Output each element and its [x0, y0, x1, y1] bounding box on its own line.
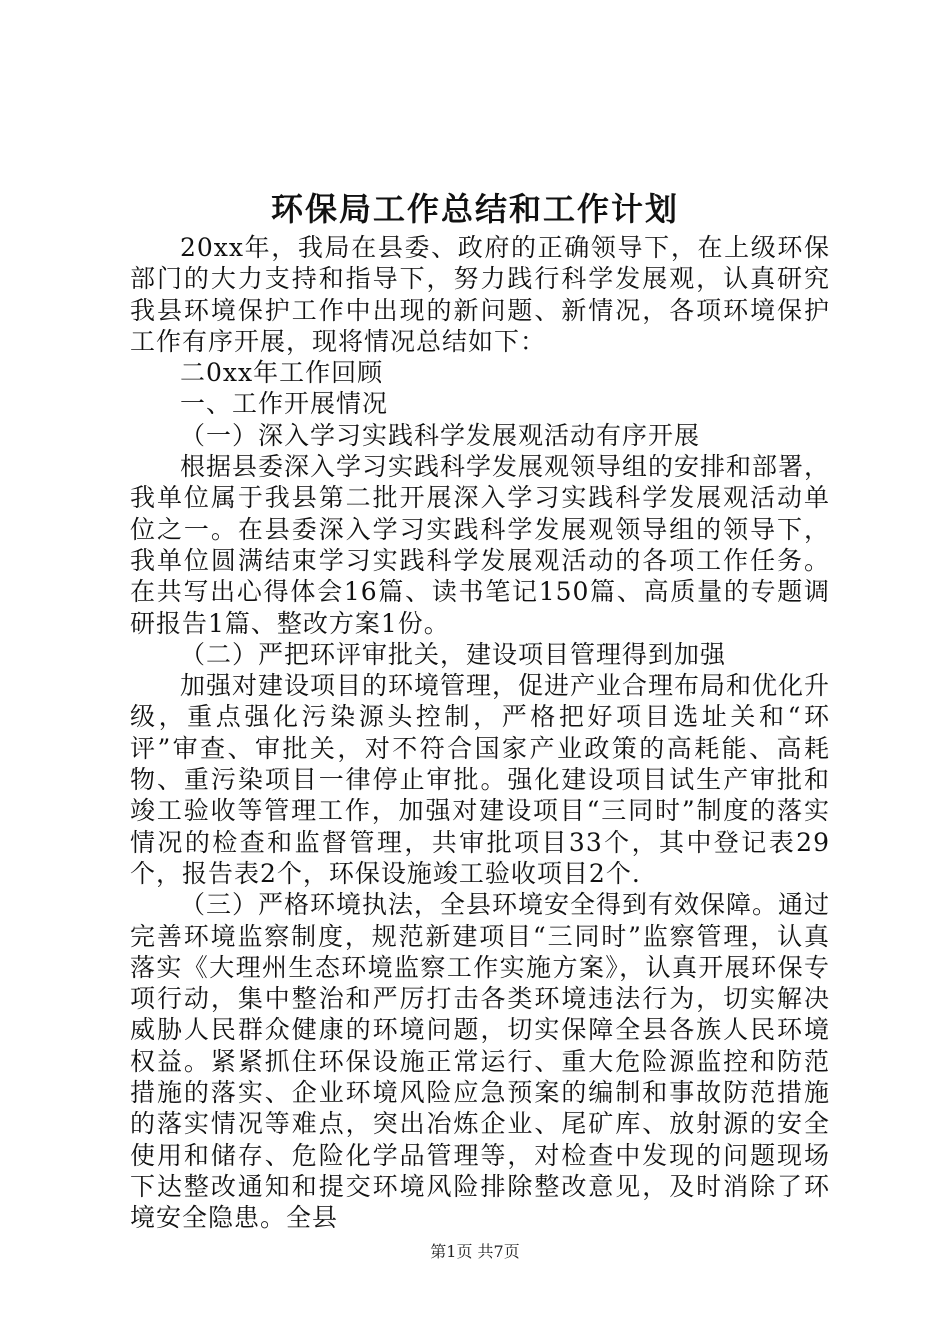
document-body [130, 232, 830, 1234]
section-heading-work-status: 一、工作开展情况 [180, 389, 389, 419]
document-title: 环保局工作总结和工作计划 [270, 190, 679, 228]
paragraph-law-enforcement: （三）严格环境执法，全县环境安全得到有效保障。通过完善环境监察制度，规范新建项目“三同时”监察管理，认真落实《大理州生态环境监察工作实施方案》，认真开展环保专项行动，集中整治和严厉打击各类环境违法行为，切实解决威胁人民群众健康的环境问题，切实保障全县各族人民环境权益。紧紧抓住环保设施正常运行、重大危险源监控和防范措施的落实、企业环境风险应急预案的编制和事故防范措施的落实情况等难点，突出冶炼企业、尾矿库、放射源的安全使用和储存、危险化学品管理等，对检查中发现的问题现场下达整改通知和提交环境风险排除整改意见，及时消除了环境安全隐患。全县 [130, 890, 831, 1233]
paragraph-study-practice: 根据县委深入学习实践科学发展观领导组的安排和部署，我单位属于我县第二批开展深入学习实践科学发展观活动单位之一。在县委深入学习实践科学发展观领导组的领导下，我单位圆满结束学习实践科学发展观活动的各项工作任务。在共写出心得体会16篇、读书笔记150篇、高质量的专题调研报告1篇、整改方案1份。 [130, 452, 831, 638]
page-number-footer: 第1页 共7页 [430, 1242, 520, 1261]
paragraph-project-management: 加强对建设项目的环境管理，促进产业合理布局和优化升级，重点强化污染源头控制，严格把好项目选址关和“环评”审查、审批关，对不符合国家产业政策的高耗能、高耗物、重污染项目一律停止审批。强化建设项目试生产审批和竣工验收等管理工作，加强对建设项目“三同时”制度的落实情况的检查和监督管理，共审批项目33个，其中登记表29个，报告表2个，环保设施竣工验收项目2个. [130, 671, 831, 888]
paragraph-intro: 20xx年，我局在县委、政府的正确领导下，在上级环保部门的大力支持和指导下，努力践行科学发展观，认真研究我县环境保护工作中出现的新问题、新情况，各项环境保护工作有序开展，现将情况总结如下： [130, 233, 830, 356]
subsection-heading-2: （二）严把环评审批关，建设项目管理得到加强 [180, 639, 727, 669]
section-heading-review: 二0xx年工作回顾 [180, 358, 384, 388]
subsection-heading-1: （一）深入学习实践科学发展观活动有序开展 [180, 420, 701, 450]
